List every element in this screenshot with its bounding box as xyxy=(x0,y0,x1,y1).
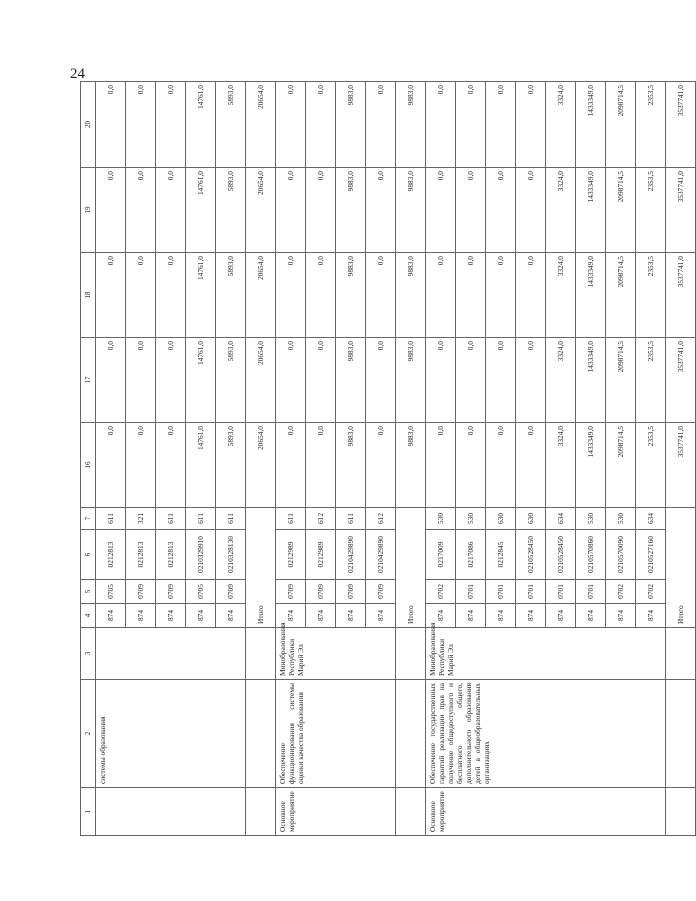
value-cell: 0,0 xyxy=(276,82,306,168)
value-cell: 0,0 xyxy=(366,82,396,168)
executor-cell: Минобразования Республики Марий Эл xyxy=(426,628,666,680)
executor-cell: Минобразования Республики Марий Эл xyxy=(276,628,396,680)
code-cell: 874 xyxy=(606,604,636,628)
value-cell: 1433349,0 xyxy=(576,423,606,508)
value-cell: 3324,0 xyxy=(546,82,576,168)
value-cell: 2098714,5 xyxy=(606,82,636,168)
value-cell: 14761,0 xyxy=(186,338,216,423)
value-cell: 1433349,0 xyxy=(576,338,606,423)
header-cell: 19 xyxy=(81,168,96,253)
value-cell: 0,0 xyxy=(156,338,186,423)
code-cell: 630 xyxy=(486,508,516,530)
code-cell: 0212845 xyxy=(486,530,516,580)
value-cell: 0,0 xyxy=(276,168,306,253)
header-cell: 5 xyxy=(81,580,96,604)
value-cell: 3324,0 xyxy=(546,338,576,423)
value-cell: 0,0 xyxy=(96,168,126,253)
total-value: 20654,0 xyxy=(246,82,276,168)
value-cell: 14761,0 xyxy=(186,168,216,253)
code-cell: 611 xyxy=(186,508,216,530)
code-cell: 611 xyxy=(96,508,126,530)
code-cell: 874 xyxy=(426,604,456,628)
total-value: 20654,0 xyxy=(246,423,276,508)
value-cell: 2353,5 xyxy=(636,423,666,508)
value-cell: 2353,5 xyxy=(636,168,666,253)
value-cell: 0,0 xyxy=(126,168,156,253)
value-cell: 0,0 xyxy=(516,338,546,423)
value-cell: 5893,0 xyxy=(216,423,246,508)
code-cell: 612 xyxy=(366,508,396,530)
code-cell: 874 xyxy=(636,604,666,628)
value-cell: 0,0 xyxy=(366,423,396,508)
total-value: 3537741,0 xyxy=(666,423,696,508)
value-cell: 14761,0 xyxy=(186,253,216,338)
total-value: 3537741,0 xyxy=(666,168,696,253)
total-value: 9883,0 xyxy=(396,253,426,338)
table-row xyxy=(426,82,456,836)
empty-cell xyxy=(396,680,426,788)
code-cell: 874 xyxy=(156,604,186,628)
code-cell: 0210570860 xyxy=(576,530,606,580)
value-cell: 0,0 xyxy=(96,338,126,423)
value-cell: 0,0 xyxy=(96,82,126,168)
code-cell: 0709 xyxy=(336,580,366,604)
code-cell: 634 xyxy=(546,508,576,530)
code-cell: 530 xyxy=(456,508,486,530)
value-cell: 5893,0 xyxy=(216,338,246,423)
value-cell: 1433349,0 xyxy=(576,168,606,253)
code-cell: 0709 xyxy=(156,580,186,604)
code-cell: 874 xyxy=(276,604,306,628)
rotated-table-container xyxy=(80,82,685,836)
value-cell: 9883,0 xyxy=(336,253,366,338)
code-cell: 0709 xyxy=(276,580,306,604)
code-cell: 0210328130 xyxy=(216,530,246,580)
code-cell: 612 xyxy=(306,508,336,530)
total-label: Итого xyxy=(246,508,276,628)
empty-cell xyxy=(666,628,696,680)
header-cell: 16 xyxy=(81,423,96,508)
table-row xyxy=(276,82,306,836)
code-cell: 0705 xyxy=(96,580,126,604)
value-cell: 0,0 xyxy=(126,338,156,423)
value-cell: 9883,0 xyxy=(336,168,366,253)
value-cell: 0,0 xyxy=(516,253,546,338)
code-cell: 530 xyxy=(606,508,636,530)
total-row xyxy=(666,82,696,836)
code-cell: 321 xyxy=(126,508,156,530)
code-cell: 611 xyxy=(336,508,366,530)
code-cell: 874 xyxy=(306,604,336,628)
code-cell: 0709 xyxy=(306,580,336,604)
value-cell: 5893,0 xyxy=(216,168,246,253)
code-cell: 611 xyxy=(216,508,246,530)
value-cell: 3324,0 xyxy=(546,253,576,338)
code-cell: 630 xyxy=(516,508,546,530)
empty-cell xyxy=(666,788,696,836)
total-value: 3537741,0 xyxy=(666,253,696,338)
empty-cell xyxy=(396,788,426,836)
value-cell: 0,0 xyxy=(426,168,456,253)
header-cell: 7 xyxy=(81,508,96,530)
value-cell: 0,0 xyxy=(456,253,486,338)
code-cell: 874 xyxy=(516,604,546,628)
description-cell: Обеспечение функционирования системы оценки качества образования xyxy=(276,680,396,788)
value-cell: 0,0 xyxy=(156,253,186,338)
description-cell: Обеспечение государственных гарантий реализации прав на получение общедоступного и бесплатного общего, дополнительного образования детей в общеобразовательных организациях xyxy=(426,680,666,788)
value-cell: 5893,0 xyxy=(216,82,246,168)
value-cell: 0,0 xyxy=(366,168,396,253)
code-cell: 874 xyxy=(576,604,606,628)
value-cell: 0,0 xyxy=(126,253,156,338)
code-cell: 0702 xyxy=(426,580,456,604)
value-cell: 1433349,0 xyxy=(576,253,606,338)
total-value: 9883,0 xyxy=(396,168,426,253)
total-value: 9883,0 xyxy=(396,338,426,423)
code-cell: 0210429890 xyxy=(336,530,366,580)
value-cell: 0,0 xyxy=(456,168,486,253)
value-cell: 0,0 xyxy=(456,82,486,168)
measure-type-cell: Основное мероприятие xyxy=(426,788,666,836)
value-cell: 0,0 xyxy=(486,338,516,423)
code-cell: 874 xyxy=(456,604,486,628)
header-cell: 17 xyxy=(81,338,96,423)
measure-type-cell: Основное мероприятие xyxy=(276,788,396,836)
total-label: Итого xyxy=(396,508,426,628)
empty-cell xyxy=(246,788,276,836)
total-label: Итого xyxy=(666,508,696,628)
value-cell: 0,0 xyxy=(126,423,156,508)
total-value: 20654,0 xyxy=(246,338,276,423)
value-cell: 0,0 xyxy=(426,82,456,168)
code-cell: 874 xyxy=(336,604,366,628)
description-cell: системы образования xyxy=(96,680,246,788)
empty-cell xyxy=(246,680,276,788)
value-cell: 0,0 xyxy=(456,338,486,423)
total-value: 9883,0 xyxy=(396,82,426,168)
value-cell: 0,0 xyxy=(516,82,546,168)
total-row xyxy=(396,82,426,836)
value-cell: 0,0 xyxy=(486,253,516,338)
value-cell: 0,0 xyxy=(276,423,306,508)
value-cell: 0,0 xyxy=(156,423,186,508)
value-cell: 0,0 xyxy=(516,423,546,508)
code-cell: 0701 xyxy=(546,580,576,604)
code-cell: 0210527160 xyxy=(636,530,666,580)
value-cell: 0,0 xyxy=(306,423,336,508)
value-cell: 0,0 xyxy=(306,168,336,253)
value-cell: 0,0 xyxy=(276,253,306,338)
total-value: 3537741,0 xyxy=(666,82,696,168)
total-value: 20654,0 xyxy=(246,253,276,338)
budget-table xyxy=(80,81,696,836)
value-cell: 9883,0 xyxy=(336,82,366,168)
code-cell: 0701 xyxy=(486,580,516,604)
code-cell: 0217009 xyxy=(426,530,456,580)
code-cell: 0701 xyxy=(516,580,546,604)
value-cell: 0,0 xyxy=(516,168,546,253)
value-cell: 0,0 xyxy=(306,253,336,338)
header-cell: 3 xyxy=(81,628,96,680)
code-cell: 611 xyxy=(276,508,306,530)
code-cell: 874 xyxy=(546,604,576,628)
value-cell: 9883,0 xyxy=(336,338,366,423)
header-cell: 20 xyxy=(81,82,96,168)
header-cell: 1 xyxy=(81,788,96,836)
page-number: 24 xyxy=(70,66,85,82)
total-value: 3537741,0 xyxy=(666,338,696,423)
value-cell: 0,0 xyxy=(306,82,336,168)
header-cell: 2 xyxy=(81,680,96,788)
code-cell: 0709 xyxy=(216,580,246,604)
code-cell: 0701 xyxy=(456,580,486,604)
code-cell: 874 xyxy=(216,604,246,628)
code-cell: 530 xyxy=(576,508,606,530)
code-cell: 0212813 xyxy=(126,530,156,580)
code-cell: 0701 xyxy=(576,580,606,604)
code-cell: 874 xyxy=(126,604,156,628)
code-cell: 874 xyxy=(96,604,126,628)
table-row xyxy=(96,82,126,836)
value-cell: 14761,0 xyxy=(186,423,216,508)
code-cell: 0210329910 xyxy=(186,530,216,580)
empty-cell xyxy=(666,680,696,788)
code-cell: 0210528450 xyxy=(516,530,546,580)
code-cell: 874 xyxy=(186,604,216,628)
header-row xyxy=(81,82,96,836)
value-cell: 3324,0 xyxy=(546,168,576,253)
total-value: 9883,0 xyxy=(396,423,426,508)
header-cell: 18 xyxy=(81,253,96,338)
header-cell: 6 xyxy=(81,530,96,580)
value-cell: 0,0 xyxy=(486,423,516,508)
value-cell: 2353,5 xyxy=(636,253,666,338)
code-cell: 530 xyxy=(426,508,456,530)
executor-cell xyxy=(96,628,246,680)
value-cell: 0,0 xyxy=(126,82,156,168)
value-cell: 0,0 xyxy=(426,253,456,338)
empty-cell xyxy=(246,628,276,680)
value-cell: 0,0 xyxy=(426,338,456,423)
value-cell: 0,0 xyxy=(96,253,126,338)
value-cell: 0,0 xyxy=(156,168,186,253)
value-cell: 1433349,0 xyxy=(576,82,606,168)
total-row xyxy=(246,82,276,836)
code-cell: 874 xyxy=(486,604,516,628)
value-cell: 2098714,5 xyxy=(606,423,636,508)
total-value: 20654,0 xyxy=(246,168,276,253)
code-cell: 0212989 xyxy=(306,530,336,580)
value-cell: 0,0 xyxy=(426,423,456,508)
value-cell: 0,0 xyxy=(96,423,126,508)
value-cell: 0,0 xyxy=(456,423,486,508)
header-cell: 4 xyxy=(81,604,96,628)
code-cell: 0212813 xyxy=(96,530,126,580)
value-cell: 3324,0 xyxy=(546,423,576,508)
value-cell: 0,0 xyxy=(306,338,336,423)
code-cell: 0705 xyxy=(186,580,216,604)
code-cell: 0210528450 xyxy=(546,530,576,580)
value-cell: 2353,5 xyxy=(636,82,666,168)
code-cell: 0210429890 xyxy=(366,530,396,580)
code-cell: 0709 xyxy=(366,580,396,604)
code-cell: 0702 xyxy=(636,580,666,604)
value-cell: 2098714,5 xyxy=(606,253,636,338)
code-cell: 874 xyxy=(366,604,396,628)
value-cell: 0,0 xyxy=(156,82,186,168)
value-cell: 14761,0 xyxy=(186,82,216,168)
code-cell: 611 xyxy=(156,508,186,530)
value-cell: 0,0 xyxy=(486,168,516,253)
value-cell: 0,0 xyxy=(366,253,396,338)
value-cell: 2353,5 xyxy=(636,338,666,423)
empty-cell xyxy=(396,628,426,680)
value-cell: 5893,0 xyxy=(216,253,246,338)
col1-cell xyxy=(96,788,246,836)
code-cell: 634 xyxy=(636,508,666,530)
code-cell: 0217086 xyxy=(456,530,486,580)
value-cell: 9883,0 xyxy=(336,423,366,508)
value-cell: 2098714,5 xyxy=(606,338,636,423)
code-cell: 0210570090 xyxy=(606,530,636,580)
value-cell: 0,0 xyxy=(486,82,516,168)
value-cell: 0,0 xyxy=(276,338,306,423)
code-cell: 0709 xyxy=(126,580,156,604)
code-cell: 0702 xyxy=(606,580,636,604)
value-cell: 2098714,5 xyxy=(606,168,636,253)
code-cell: 0212813 xyxy=(156,530,186,580)
code-cell: 0212989 xyxy=(276,530,306,580)
value-cell: 0,0 xyxy=(366,338,396,423)
